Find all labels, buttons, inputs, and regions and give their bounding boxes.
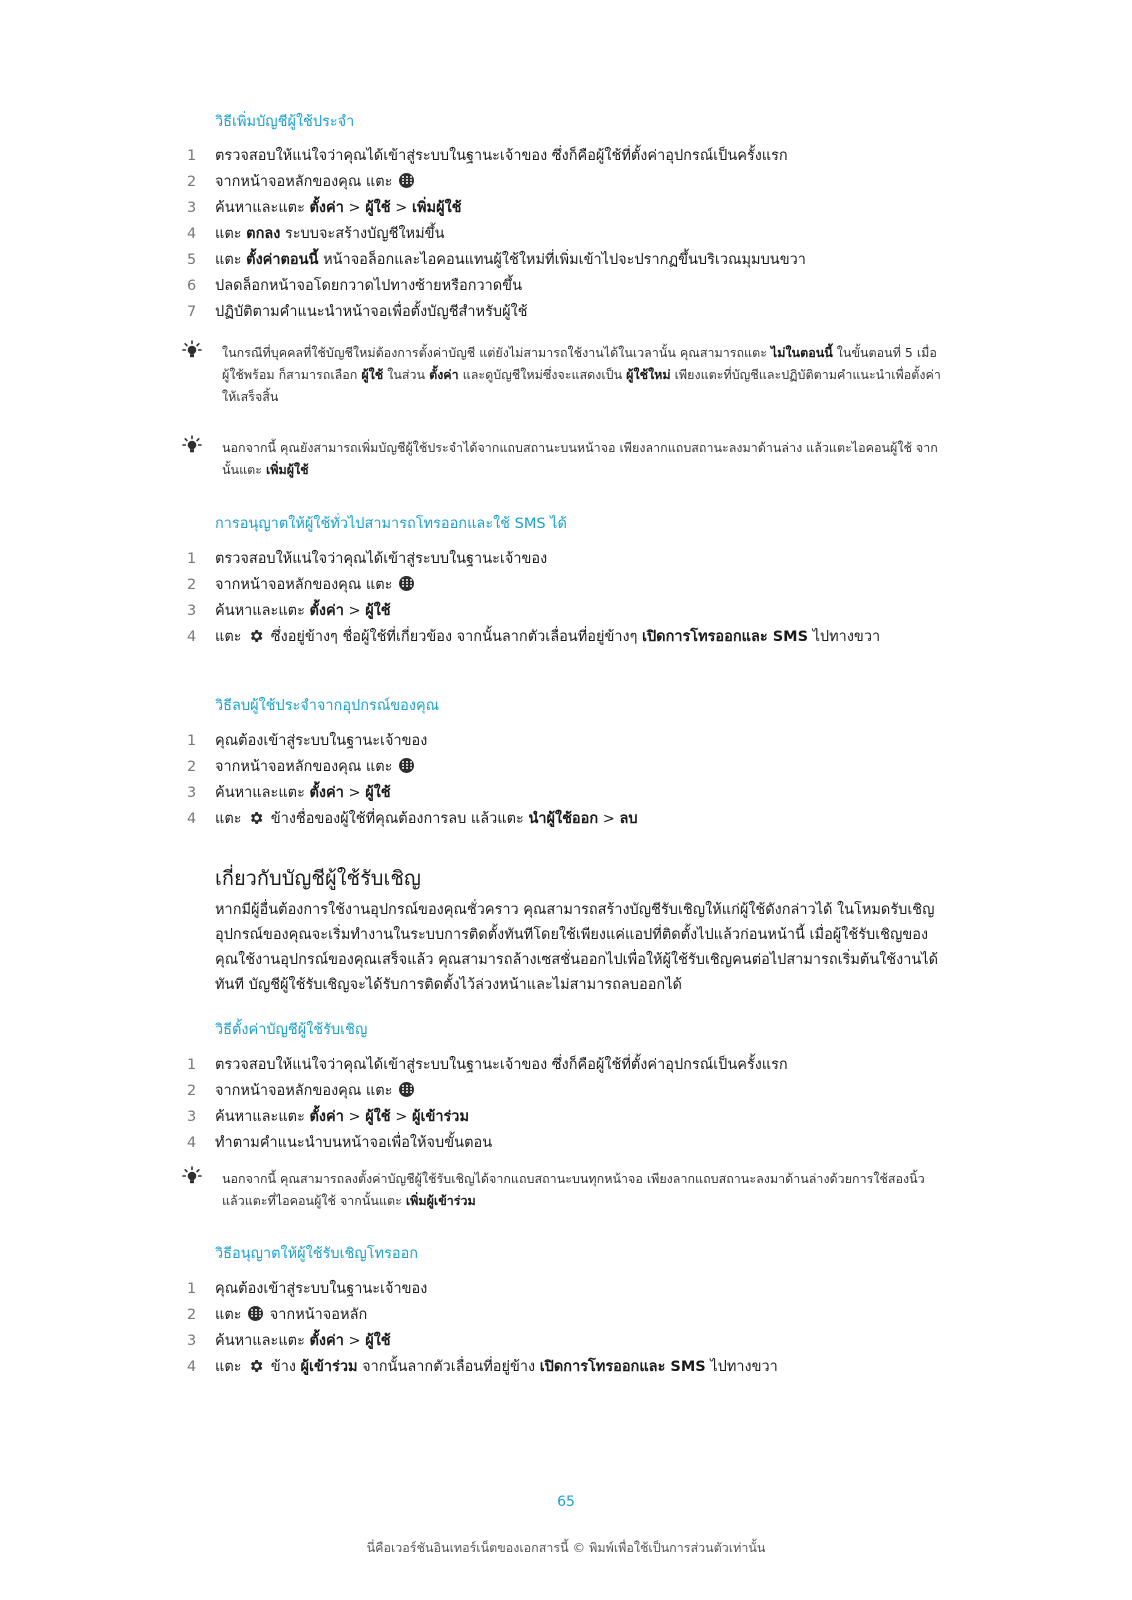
- page-number: 65: [557, 1494, 575, 1510]
- step-number: 1: [187, 551, 197, 567]
- apps-grid-icon: [399, 1082, 414, 1097]
- tip-text: นอกจากนี้ คุณยังสามารถเพิ่มบัญชีผู้ใช้ประจำได้จากแถบสถานะบนหน้าจอ เพียงลากแถบสถานะลงมาด้านล่าง แล้วแตะไอคอนผู้ใช้ จากนั้นแตะ เพิ่มผู้ใช้: [222, 440, 938, 477]
- step-text: แตะ ซึ่งอยู่ข้างๆ ชื่อผู้ใช้ที่เกี่ยวข้อง จากนั้นลากตัวเลื่อนที่อยู่ข้างๆ เปิดการโทรออกและ SMS ไปทางขวา: [215, 629, 881, 645]
- step-text: ค้นหาและแตะ ตั้งค่า > ผู้ใช้: [215, 603, 391, 619]
- step-number: 4: [187, 226, 197, 242]
- section-heading-guest-calls: วิธีอนุญาตให้ผู้ใช้รับเชิญโทรออก: [215, 1246, 419, 1262]
- guest-account-heading: เกี่ยวกับบัญชีผู้ใช้รับเชิญ: [215, 866, 421, 890]
- step-text: จากหน้าจอหลักของคุณ แตะ: [215, 572, 416, 598]
- apps-grid-icon: [399, 576, 414, 591]
- guest-account-paragraph: หากมีผู้อื่นต้องการใช้งานอุปกรณ์ของคุณชั่วคราว คุณสามารถสร้างบัญชีรับเชิญให้แก่ผู้ใช้ดังกล่าวได้ ในโหมดรับเชิญ อุปกรณ์ของคุณจะเริ่มทำงานในระบบการติดตั้งทันทีโดยใช้เพียงแค่แอปที่ติดตั้งไปแล้วก่อนหน้านี้ เมื่อผู้ใช้รับเชิญของคุณใช้งานอุปกรณ์ของคุณเสร็จแล้ว คุณสามารถล้างเซสชั่นออกไปเพื่อให้ผู้ใช้รับเชิญคนต่อไปสามารถเริ่มต้นใช้งานได้ทันที บัญชีผู้ใช้รับเชิญจะได้รับการติดตั้งไว้ล่วงหน้าและไม่สามารถลบออกได้: [215, 902, 938, 993]
- step-number: 1: [187, 148, 197, 164]
- step-number: 3: [187, 603, 197, 619]
- step-number: 3: [187, 785, 197, 801]
- step-text: ตรวจสอบให้แน่ใจว่าคุณได้เข้าสู่ระบบในฐานะเจ้าของ ซึ่งก็คือผู้ใช้ที่ตั้งค่าอุปกรณ์เป็นครั้งแรก: [215, 1057, 788, 1073]
- step-text: ค้นหาและแตะ ตั้งค่า > ผู้ใช้ > เพิ่มผู้ใช้: [215, 200, 462, 216]
- step-number: 4: [187, 629, 197, 645]
- footer-note: นี่คือเวอร์ชันอินเทอร์เน็ตของเอกสารนี้ © พิมพ์เพื่อใช้เป็นการส่วนตัวเท่านั้น: [366, 1540, 766, 1555]
- gear-icon: [248, 810, 264, 826]
- step-number: 1: [187, 1281, 197, 1297]
- step-number: 2: [187, 1083, 197, 1099]
- section-heading-allow-calls: การอนุญาตให้ผู้ใช้ทั่วไปสามารถโทรออกและใช้ SMS ได้: [215, 516, 567, 532]
- step-number: 6: [187, 278, 197, 294]
- tip-text: ในกรณีที่บุคคลที่ใช้บัญชีใหม่ต้องการตั้งค่าบัญชี แต่ยังไม่สามารถใช้งานได้ในเวลานั้น คุณสามารถแตะ ไม่ในตอนนี้ ในขั้นตอนที่ 5 เมื่อผู้ใช้พร้อม ก็สามารถเลือก ผู้ใช้ ในส่วน ตั้งค่า และดูบัญชีใหม่ซึ่งจะแสดงเป็น ผู้ใช้ใหม่ เพียงแตะที่บัญชีและปฏิบัติตามคำแนะนำเพื่อตั้งค่าให้เสร็จสิ้น: [222, 345, 941, 404]
- apps-grid-icon: [248, 1306, 263, 1321]
- step-text: คุณต้องเข้าสู่ระบบในฐานะเจ้าของ: [215, 733, 428, 749]
- step-number: 2: [187, 1307, 197, 1323]
- step-number: 7: [187, 304, 197, 320]
- step-text: แตะ ข้างชื่อของผู้ใช้ที่คุณต้องการลบ แล้วแตะ นำผู้ใช้ออก > ลบ: [215, 811, 638, 827]
- step-number: 4: [187, 1135, 197, 1151]
- step-number: 4: [187, 811, 197, 827]
- step-number: 4: [187, 1359, 197, 1375]
- lightbulb-icon: [182, 435, 202, 455]
- step-text: ปลดล็อกหน้าจอโดยกวาดไปทางซ้ายหรือกวาดขึ้น: [215, 278, 522, 294]
- step-text: ตรวจสอบให้แน่ใจว่าคุณได้เข้าสู่ระบบในฐานะเจ้าของ ซึ่งก็คือผู้ใช้ที่ตั้งค่าอุปกรณ์เป็นครั้งแรก: [215, 148, 788, 164]
- apps-grid-icon: [399, 173, 414, 188]
- lightbulb-icon: [182, 340, 202, 360]
- step-number: 2: [187, 174, 197, 190]
- step-number: 3: [187, 200, 197, 216]
- step-number: 3: [187, 1333, 197, 1349]
- step-text: แตะ ตกลง ระบบจะสร้างบัญชีใหม่ขึ้น: [215, 226, 445, 242]
- step-text: คุณต้องเข้าสู่ระบบในฐานะเจ้าของ: [215, 1281, 428, 1297]
- step-text: แตะ จากหน้าจอหลัก: [215, 1307, 368, 1323]
- section-heading-add-user: วิธีเพิ่มบัญชีผู้ใช้ประจำ: [215, 114, 355, 130]
- gear-icon: [248, 1358, 264, 1374]
- gear-icon: [248, 628, 264, 644]
- step-text: ปฏิบัติตามคำแนะนำหน้าจอเพื่อตั้งบัญชีสำหรับผู้ใช้: [215, 304, 528, 320]
- step-text: จากหน้าจอหลักของคุณ แตะ: [215, 754, 416, 780]
- step-number: 3: [187, 1109, 197, 1125]
- apps-grid-icon: [399, 758, 414, 773]
- step-text: แตะ ตั้งค่าตอนนี้ หน้าจอล็อกและไอคอนแทนผู้ใช้ใหม่ที่เพิ่มเข้าไปจะปรากฏขึ้นบริเวณมุมบนขวา: [215, 252, 806, 268]
- step-number: 1: [187, 1057, 197, 1073]
- lightbulb-icon: [182, 1166, 202, 1186]
- step-number: 2: [187, 577, 197, 593]
- section-heading-remove-user: วิธีลบผู้ใช้ประจำจากอุปกรณ์ของคุณ: [215, 698, 440, 714]
- step-text: แตะ ข้าง ผู้เข้าร่วม จากนั้นลากตัวเลื่อนที่อยู่ข้าง เปิดการโทรออกและ SMS ไปทางขวา: [215, 1359, 778, 1375]
- step-text: ค้นหาและแตะ ตั้งค่า > ผู้ใช้: [215, 1333, 391, 1349]
- step-text: ค้นหาและแตะ ตั้งค่า > ผู้ใช้: [215, 785, 391, 801]
- step-text: ค้นหาและแตะ ตั้งค่า > ผู้ใช้ > ผู้เข้าร่วม: [215, 1109, 470, 1125]
- section-heading-setup-guest: วิธีตั้งค่าบัญชีผู้ใช้รับเชิญ: [215, 1022, 368, 1038]
- step-text: จากหน้าจอหลักของคุณ แตะ: [215, 169, 416, 195]
- step-number: 5: [187, 252, 197, 268]
- step-text: จากหน้าจอหลักของคุณ แตะ: [215, 1078, 416, 1104]
- step-number: 1: [187, 733, 197, 749]
- step-text: ทำตามคำแนะนำบนหน้าจอเพื่อให้จบขั้นตอน: [215, 1135, 493, 1151]
- step-number: 2: [187, 759, 197, 775]
- tip-text: นอกจากนี้ คุณสามารถลงตั้งค่าบัญชีผู้ใช้รับเชิญได้จากแถบสถานะบนทุกหน้าจอ เพียงลากแถบสถานะลงมาด้านล่างด้วยการใช้สองนิ้ว แล้วแตะที่ไอคอนผู้ใช้ จากนั้นแตะ เพิ่มผู้เข้าร่วม: [222, 1171, 925, 1208]
- step-text: ตรวจสอบให้แน่ใจว่าคุณได้เข้าสู่ระบบในฐานะเจ้าของ: [215, 551, 548, 567]
